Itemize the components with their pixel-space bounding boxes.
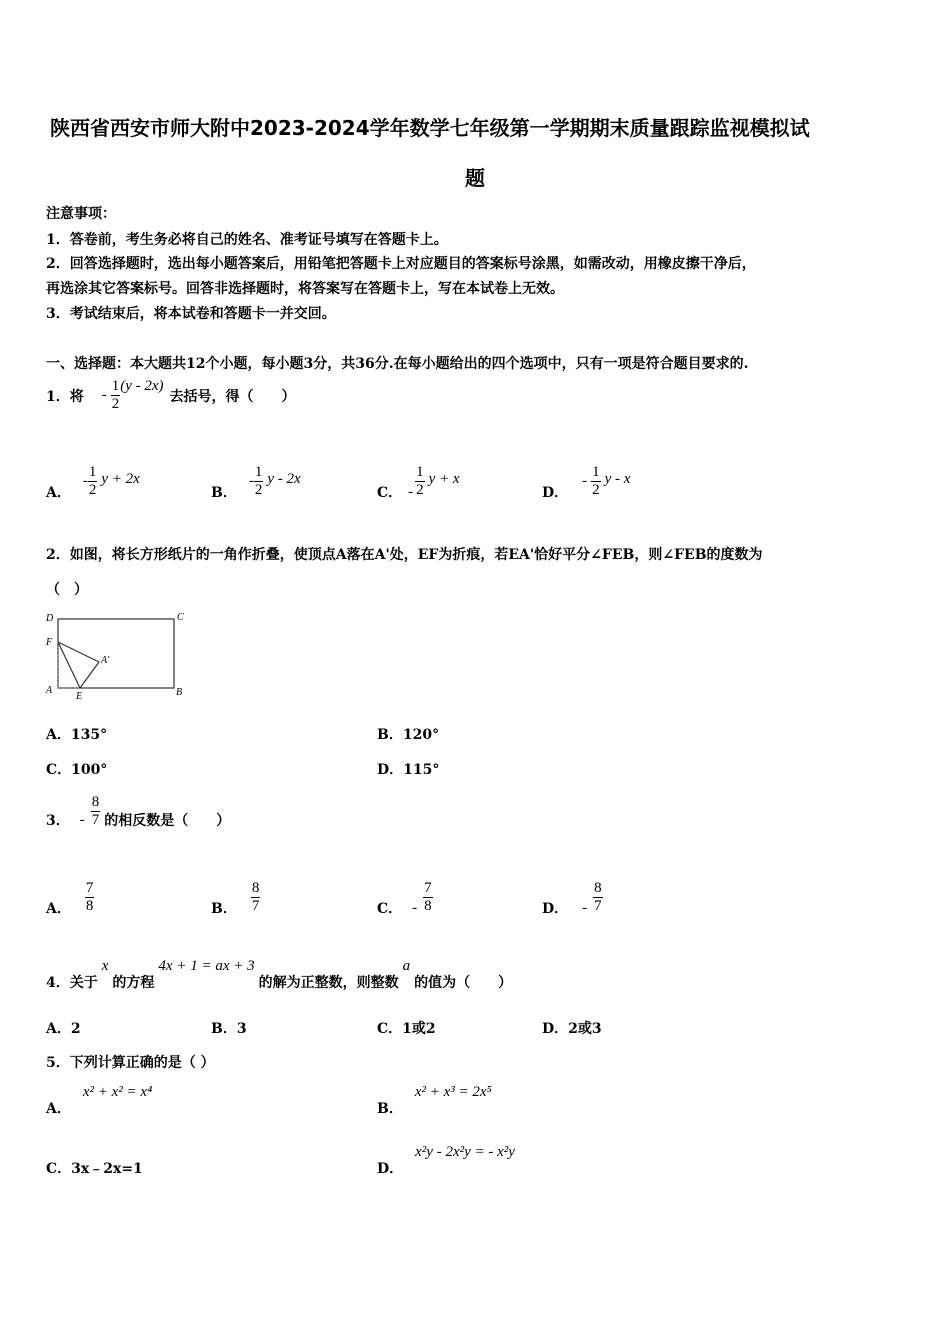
option-label: D． [542, 485, 569, 501]
q3-option-c[interactable]: C． - $\frac{7}{8}$ [377, 879, 432, 917]
option-fraction: $\frac{1}{2}$ [254, 463, 263, 498]
q5-option-b[interactable]: B． x² + x³ = 2x⁵ [377, 1084, 492, 1117]
question-4: 4．关于 x 的方程 4x + 1 = ax + 3 的解为正整数，则整数 a 的值为（ ） [46, 958, 513, 991]
q1-suffix: 去括号，得（ ） [169, 388, 296, 405]
option-expr: x² + x² = x⁴ [82, 1084, 153, 1100]
notice-item-2-cont: 再选涂其它答案标号。回答非选择题时，将答案写在答题卡上，写在本试卷上无效。 [46, 281, 564, 297]
q4-option-b[interactable]: B．3 [211, 1021, 247, 1037]
label-a-prime: A' [101, 655, 110, 666]
question-1 [46, 378, 296, 413]
option-sign: - [82, 472, 88, 489]
option-expr: y + x [428, 470, 460, 487]
option-label: C． [377, 485, 403, 501]
q5-option-d[interactable]: D． x²y - 2x²y = - x²y [377, 1144, 515, 1177]
q4-option-a[interactable]: A．2 [46, 1021, 81, 1037]
q3-option-b[interactable]: B． $\frac{8}{7}$ [211, 879, 260, 917]
page-title-cont: 题 [465, 166, 485, 190]
option-fraction: $\frac{8}{7}$ [251, 879, 260, 914]
label-e: E [76, 691, 83, 701]
q5-option-a[interactable]: A． x² + x² = x⁴ [46, 1084, 153, 1117]
option-label: B． [211, 485, 237, 501]
option-sign: - [582, 472, 588, 489]
q4-option-c[interactable]: C．1或2 [377, 1021, 436, 1037]
label-f: F [46, 637, 53, 648]
q1-option-d[interactable] [542, 460, 630, 502]
q2-option-a[interactable]: A．135° [46, 727, 108, 743]
notice-heading: 注意事项： [46, 206, 116, 222]
option-fraction: $\frac{7}{8}$ [424, 879, 432, 914]
q1-frac-num: 1 [111, 378, 120, 394]
option-expr: x²y - 2x²y = - x²y [415, 1144, 515, 1160]
option-fraction: $\frac{1}{2}$ [88, 463, 97, 498]
option-expr: y - 2x [267, 470, 301, 487]
option-expr: x² + x³ = 2x⁵ [414, 1084, 492, 1100]
folded-rectangle-figure [40, 606, 200, 701]
option-fraction: $\frac{7}{8}$ [85, 879, 94, 914]
q3-option-d[interactable]: D． - $\frac{8}{7}$ [542, 879, 602, 917]
fold-line-ef [58, 642, 80, 688]
q4-var-a: a [402, 958, 411, 974]
q1-number: 1．将 [46, 388, 84, 405]
option-label: A． [46, 485, 71, 501]
q1-frac-den: 2 [111, 396, 120, 412]
q3-fraction: $\frac{8}{7}$ [91, 793, 100, 828]
notice-item-2: 2．回答选择题时，选出每小题答案后，用铅笔把答题卡上对应题目的答案标号涂黑，如需改动，用橡皮擦干净后， [46, 256, 756, 272]
question-3 [46, 792, 230, 830]
q1-option-b[interactable] [211, 460, 301, 502]
notice-item-1: 1．答卷前，考生务必将自己的姓名、准考证号填写在答题卡上。 [46, 232, 448, 248]
option-sign: - [408, 483, 414, 500]
q2-option-d[interactable]: D．115° [377, 762, 440, 778]
q1-expression: (y - 2x) [120, 378, 164, 394]
question-2: 2．如图，将长方形纸片的一角作折叠，使顶点A落在A'处，EF为折痕，若EA'恰好平分∠FEB，则∠FEB的度数为 [46, 547, 763, 563]
label-a: A [46, 685, 53, 696]
option-expr: y + 2x [101, 470, 140, 487]
option-fraction: $\frac{1}{2}$ [416, 463, 424, 498]
q3-option-a[interactable]: A． $\frac{7}{8}$ [46, 879, 94, 917]
q5-option-c[interactable]: C．3x﹣2x=1 [46, 1161, 143, 1177]
q4-equation: 4x + 1 = ax + 3 [158, 958, 255, 974]
option-fraction: $\frac{8}{7}$ [594, 879, 602, 914]
q4-var-x: x [101, 958, 109, 974]
label-c: C [177, 612, 184, 623]
notice-item-3: 3．考试结束后，将本试卷和答题卡一并交回。 [46, 306, 336, 322]
q3-number: 3． [46, 813, 70, 829]
q3-suffix: 的相反数是（ ） [104, 813, 231, 829]
option-fraction: $\frac{1}{2}$ [592, 463, 600, 498]
section-heading: 一、选择题：本大题共12个小题，每小题3分，共36分.在每小题给出的四个选项中，只有一项是符合题目要求的. [46, 356, 749, 372]
q1-sign: - [101, 387, 107, 403]
option-sign: - [248, 472, 254, 489]
label-d: D [46, 613, 54, 624]
page-title: 陕西省西安市师大附中2023-2024学年数学七年级第一学期期末质量跟踪监视模拟试 [50, 116, 810, 140]
question-5: 5．下列计算正确的是（ ） [46, 1055, 215, 1071]
label-b: B [176, 687, 183, 698]
q4-option-d[interactable]: D．2或3 [542, 1021, 602, 1037]
q1-fraction [111, 378, 121, 413]
q3-sign: - [79, 811, 85, 828]
q2-option-b[interactable]: B．120° [377, 727, 440, 743]
option-expr: y - x [604, 470, 631, 487]
question-2-cont: （ ） [46, 582, 88, 598]
segment-fa2 [58, 642, 99, 662]
q1-option-c[interactable] [377, 460, 460, 502]
q1-option-a[interactable] [46, 460, 140, 502]
segment-a2e [80, 662, 99, 688]
q2-option-c[interactable]: C．100° [46, 762, 108, 778]
